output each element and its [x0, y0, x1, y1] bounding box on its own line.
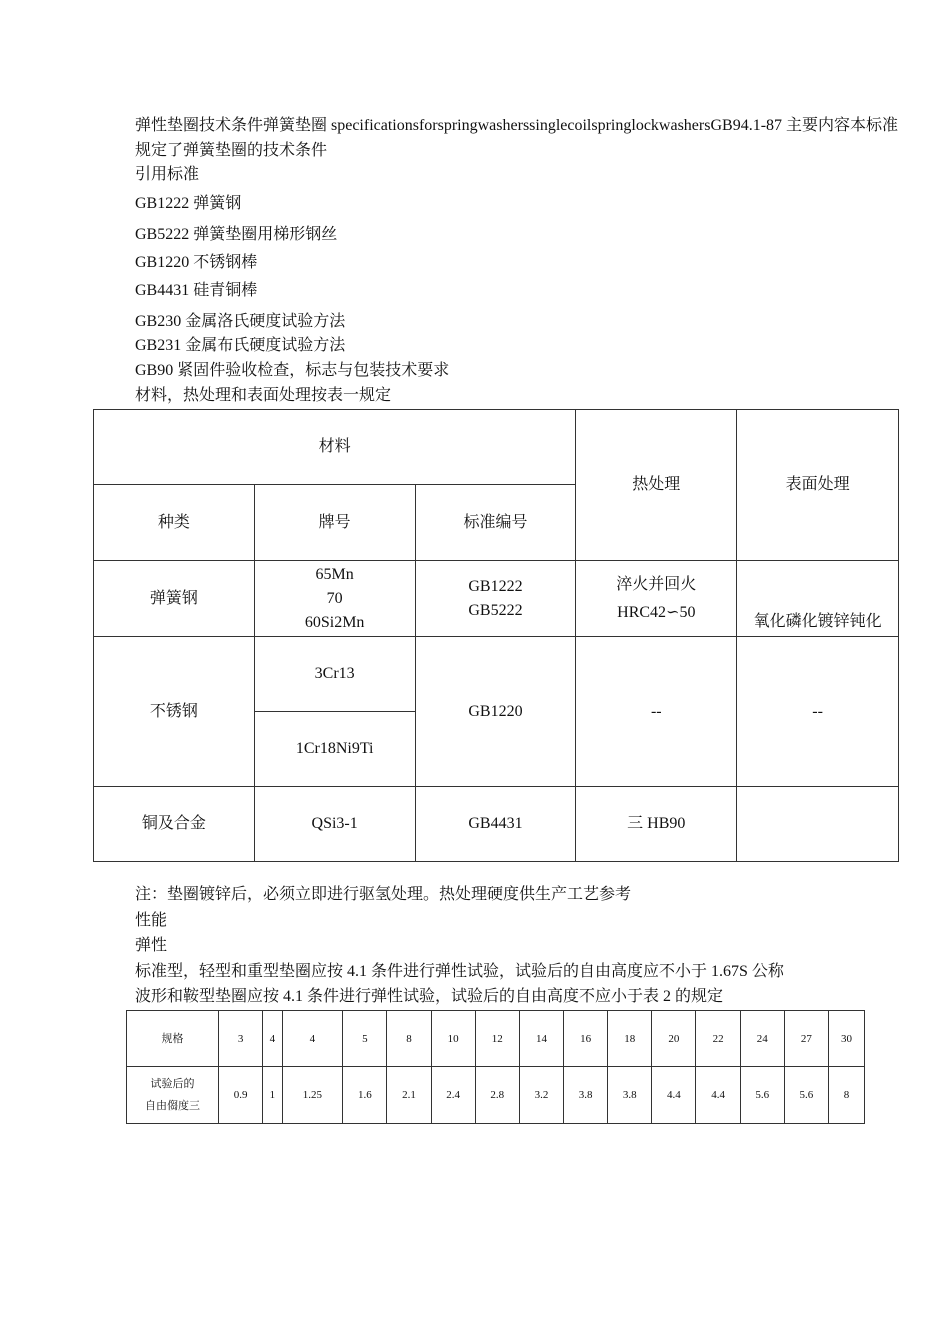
spec-row-label: 规格: [127, 1011, 219, 1067]
material-intro: 材料，热处理和表面处理按表一规定: [135, 387, 392, 404]
note: 注：垫圈镀锌后，必须立即进行驱氢处理。热处理硬度供生产工艺参考: [135, 886, 632, 903]
height-cell: 4.4: [696, 1067, 740, 1124]
standard: GB5222: [468, 601, 523, 619]
performance-heading: 性能: [135, 912, 168, 929]
spec-cell: 4: [282, 1011, 343, 1067]
grade: 70: [326, 589, 343, 607]
material-table: [93, 409, 899, 862]
header-standard: 标准编号: [415, 485, 576, 561]
standard: GB1222: [468, 577, 523, 595]
ref-item: GB90 紧固件验收检查，标志与包装技术要求: [135, 362, 450, 379]
spec-cell: 12: [475, 1011, 519, 1067]
height-cell: 2.8: [475, 1067, 519, 1124]
copper-type: 铜及合金: [94, 787, 255, 862]
height-cell: 1.6: [343, 1067, 387, 1124]
grade: 65Mn: [315, 565, 354, 583]
label-line: 试验后的: [150, 1078, 195, 1090]
ref-item: GB230 金属洛氏硬度试验方法: [135, 313, 346, 330]
spring-steel-surface: 氧化磷化镀锌钝化: [737, 561, 899, 637]
stainless-grade-1: 3Cr13: [254, 637, 415, 712]
spec-cell: 3: [219, 1011, 263, 1067]
height-cell: 2.4: [431, 1067, 475, 1124]
spec-cell: 4: [263, 1011, 282, 1067]
spec-cell: 24: [740, 1011, 784, 1067]
heat-line: 淬火并回火: [616, 575, 697, 593]
stainless-heat: --: [576, 637, 737, 787]
elasticity-text-2: 波形和鞍型垫圈应按 4.1 条件进行弹性试验，试验后的自由高度不应小于表 2 的规定: [135, 988, 724, 1005]
spring-steel-heat: [576, 561, 737, 637]
copper-heat: 三 HB90: [576, 787, 737, 862]
spring-steel-standards: [415, 561, 576, 637]
heat-line: HRC42∽50: [617, 603, 696, 621]
spec-cell: 22: [696, 1011, 740, 1067]
spec-cell: 14: [519, 1011, 563, 1067]
spec-cell: 8: [387, 1011, 431, 1067]
height-cell: 3.2: [519, 1067, 563, 1124]
spec-cell: 16: [564, 1011, 608, 1067]
label-line: 自由㑳度三: [145, 1100, 200, 1112]
spec-cell: 20: [652, 1011, 696, 1067]
ref-item: GB1220 不锈钢棒: [135, 254, 258, 271]
header-type: 种类: [94, 485, 255, 561]
stainless-type: 不锈钢: [94, 637, 255, 787]
spec-cell: 27: [784, 1011, 828, 1067]
ref-item: GB5222 弹簧垫圈用梯形钢丝: [135, 226, 338, 243]
refs-heading: 引用标准: [135, 166, 200, 183]
height-cell: 1.25: [282, 1067, 343, 1124]
stainless-surface: --: [737, 637, 899, 787]
height-cell: 3.8: [564, 1067, 608, 1124]
height-cell: 5.6: [784, 1067, 828, 1124]
spring-steel-type: 弹簧钢: [94, 561, 255, 637]
height-cell: 3.8: [608, 1067, 652, 1124]
height-cell: 5.6: [740, 1067, 784, 1124]
header-grade: 牌号: [254, 485, 415, 561]
spec-cell: 10: [431, 1011, 475, 1067]
spec-cell: 18: [608, 1011, 652, 1067]
stainless-standard: GB1220: [415, 637, 576, 787]
elasticity-text-1: 标准型，轻型和重型垫圈应按 4.1 条件进行弹性试验，试验后的自由高度应不小于 1.67S 公称: [135, 963, 784, 980]
ref-item: GB1222 弹簧钢: [135, 195, 242, 212]
ref-item: GB4431 硅青铜棒: [135, 282, 258, 299]
height-cell: 0.9: [219, 1067, 263, 1124]
grade: 60Si2Mn: [304, 613, 365, 631]
elasticity-heading: 弹性: [135, 937, 168, 954]
height-cell: 2.1: [387, 1067, 431, 1124]
copper-surface: [737, 787, 899, 862]
ref-item: GB231 金属布氏硬度试验方法: [135, 337, 346, 354]
height-cell: 8: [828, 1067, 864, 1124]
spec-table: [126, 1010, 865, 1124]
intro-paragraph: 弹性垫圈技术条件弹簧垫圈 specificationsforspringwasherssinglecoilspringlockwashersGB94.1-87 主要内容本标准规定了弹簧垫圈的技术条件: [135, 117, 899, 159]
header-heat-treatment: 热处理: [576, 410, 737, 561]
spec-cell: 30: [828, 1011, 864, 1067]
height-row-label: [127, 1067, 219, 1124]
header-surface-treatment: 表面处理: [737, 410, 899, 561]
copper-grade: QSi3-1: [254, 787, 415, 862]
spec-cell: 5: [343, 1011, 387, 1067]
height-cell: 4.4: [652, 1067, 696, 1124]
copper-standard: GB4431: [415, 787, 576, 862]
stainless-grade-2: 1Cr18Ni9Ti: [254, 712, 415, 787]
height-cell: 1: [263, 1067, 282, 1124]
spring-steel-grades: [254, 561, 415, 637]
header-material: 材料: [94, 410, 576, 485]
